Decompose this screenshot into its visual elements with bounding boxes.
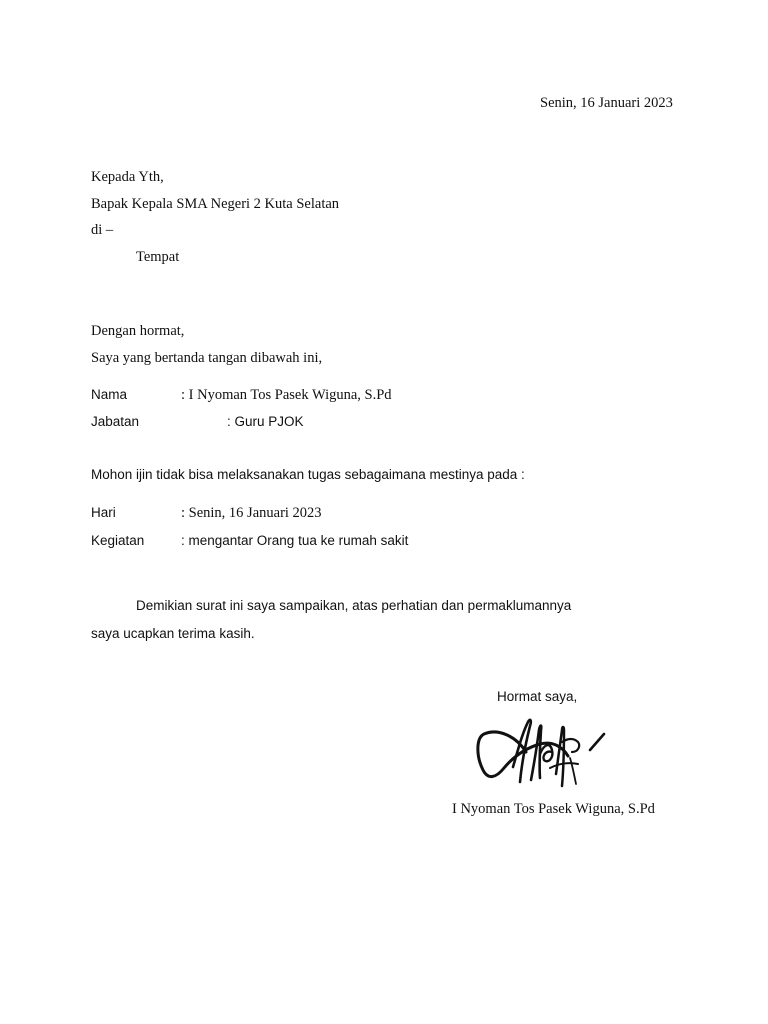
activity-label: Kegiatan xyxy=(91,533,145,548)
day-label: Hari xyxy=(91,505,116,520)
letter-date: Senin, 16 Januari 2023 xyxy=(540,95,673,111)
recipient-line-2: Bapak Kepala SMA Negeri 2 Kuta Selatan xyxy=(91,196,340,212)
position-value: : Guru PJOK xyxy=(227,414,304,429)
regards: Hormat saya, xyxy=(497,689,578,704)
request-text: Mohon ijin tidak bisa melaksanakan tugas sebagaimana mestinya pada : xyxy=(91,467,525,482)
signer-name: I Nyoman Tos Pasek Wiguna, S.Pd xyxy=(452,801,655,817)
position-label: Jabatan xyxy=(91,414,140,429)
recipient-line-3: di – xyxy=(91,222,114,238)
closing-line-1: Demikian surat ini saya sampaikan, atas perhatian dan permaklumannya xyxy=(136,598,572,613)
recipient-line-1: Kepada Yth, xyxy=(91,169,164,185)
day-value: : Senin, 16 Januari 2023 xyxy=(181,505,322,521)
name-value: : I Nyoman Tos Pasek Wiguna, S.Pd xyxy=(181,387,392,403)
intro-text: Saya yang bertanda tangan dibawah ini, xyxy=(91,350,323,366)
signature-icon xyxy=(474,712,612,794)
name-label: Nama xyxy=(91,387,128,402)
recipient-line-4: Tempat xyxy=(136,249,180,265)
closing-line-2: saya ucapkan terima kasih. xyxy=(91,626,255,641)
activity-value: : mengantar Orang tua ke rumah sakit xyxy=(181,533,409,548)
greeting: Dengan hormat, xyxy=(91,323,185,339)
